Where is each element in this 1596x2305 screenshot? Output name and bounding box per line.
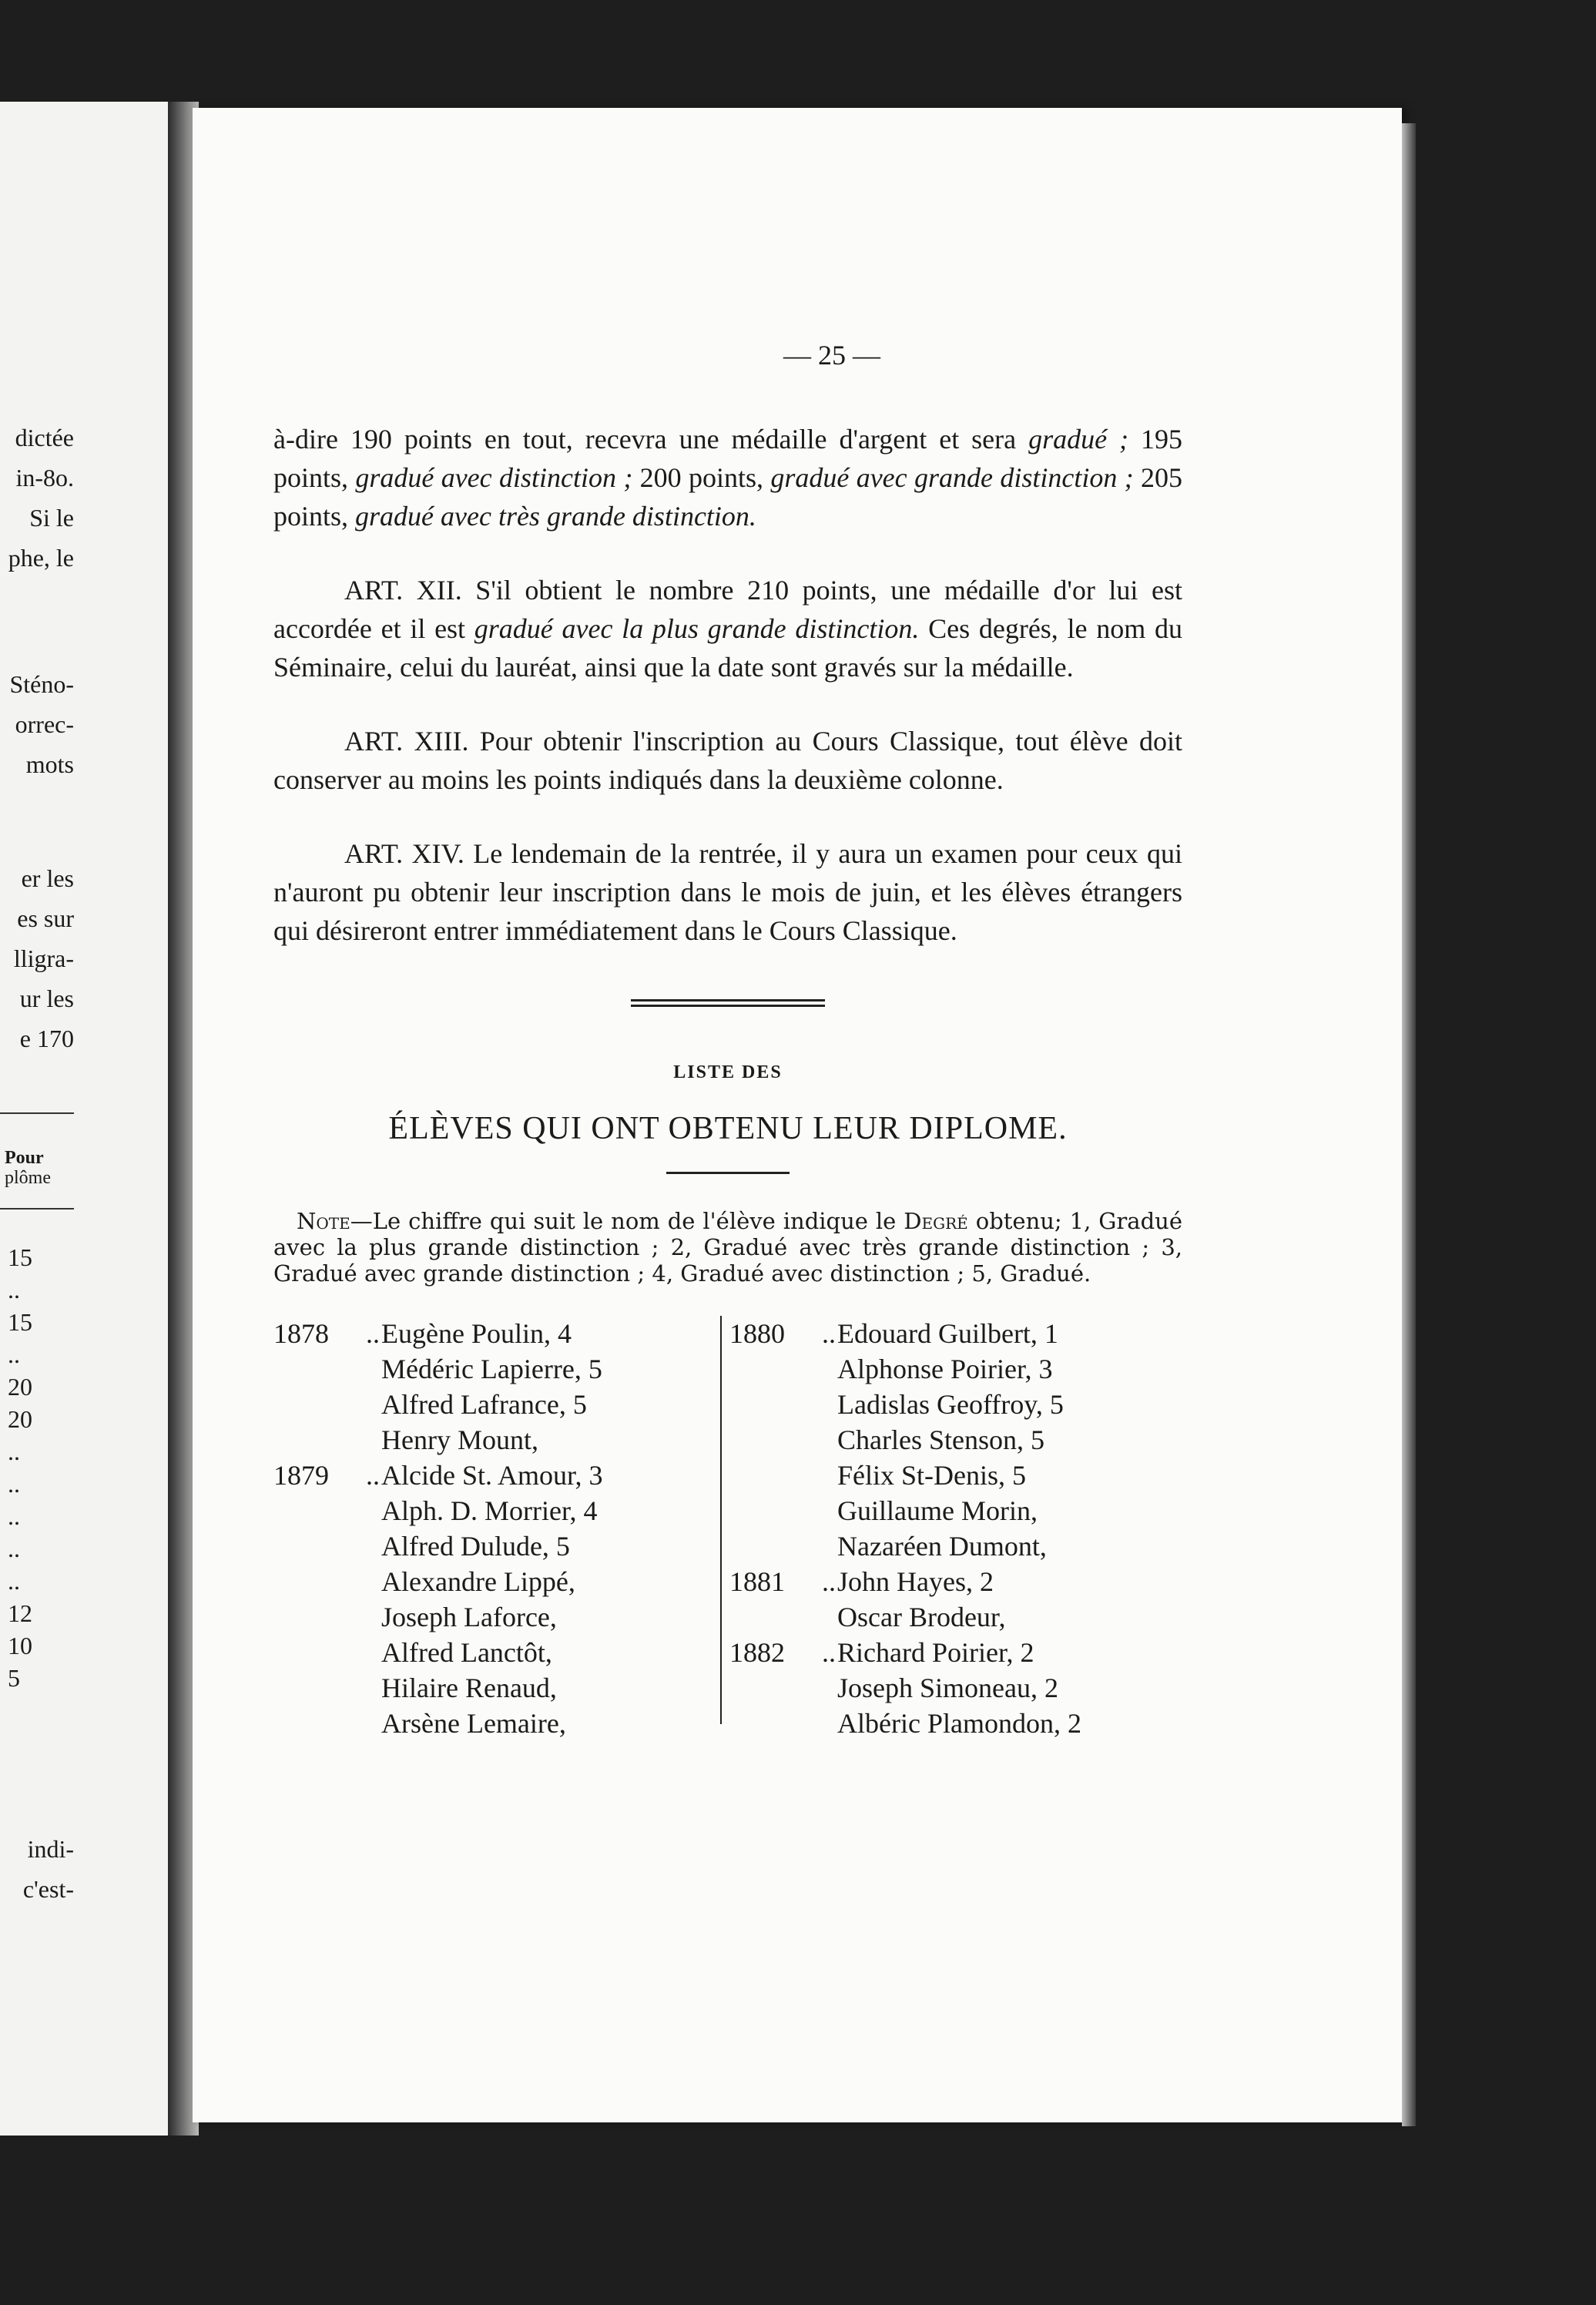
left-column-value: .. [8, 1340, 20, 1368]
graduate-entry [729, 1564, 1176, 1599]
left-column-value: 20 [8, 1405, 32, 1433]
graduate-entry [273, 1635, 705, 1670]
graduate-name: Joseph Simoneau, 2 [837, 1673, 1058, 1703]
leader-dots: .. [822, 1566, 836, 1597]
page-edge [1402, 123, 1416, 2126]
graduate-entry [273, 1458, 705, 1493]
graduate-entry [273, 1387, 705, 1422]
left-text-fragment: lligra- [13, 944, 74, 972]
left-text-fragment: er les [21, 864, 74, 892]
left-column-value: 5 [8, 1664, 20, 1692]
graduate-name: Alph. D. Morrier, 4 [381, 1495, 598, 1526]
graduate-entry [273, 1528, 705, 1564]
article-xii: ART. XII. S'il obtient le nombre 210 points, une médaille d'or lui est accordée et il est gradué avec la plus grande distinction. Ces degrés, le nom du Séminaire, celui du lauréat, ainsi que la date sont gravés sur la médaille. [273, 575, 1182, 683]
graduate-entry [729, 1635, 1176, 1670]
graduate-entry [729, 1670, 1176, 1706]
graduate-entry [273, 1493, 705, 1528]
left-text-fragment: Sténo- [9, 670, 74, 698]
left-text-fragment: phe, le [8, 544, 74, 572]
graduate-name: Alexandre Lippé, [381, 1566, 575, 1597]
leader-dots: .. [822, 1637, 836, 1668]
graduate-name: Henry Mount, [381, 1424, 538, 1455]
graduate-entry [729, 1422, 1176, 1458]
graduate-name: Guillaume Morin, [837, 1495, 1038, 1526]
section-rule [666, 1172, 790, 1174]
left-column-value: .. [8, 1502, 20, 1530]
graduate-name: Alfred Dulude, 5 [381, 1531, 570, 1562]
graduate-entry [729, 1351, 1176, 1387]
graduate-name: Médéric Lapierre, 5 [381, 1354, 602, 1384]
graduate-name: Albéric Plamondon, 2 [837, 1708, 1081, 1739]
graduate-name: John Hayes, 2 [837, 1566, 994, 1597]
left-rule [0, 1208, 74, 1210]
graduate-name: Eugène Poulin, 4 [381, 1318, 572, 1349]
graduate-name: Richard Poirier, 2 [837, 1637, 1034, 1668]
left-text-fragment: es sur [17, 904, 74, 932]
graduate-name: Alfred Lanctôt, [381, 1637, 552, 1668]
left-text-fragment: dictée [15, 424, 74, 451]
note-paragraph: Note—Le chiffre qui suit le nom de l'élève indique le Degré obtenu; 1, Gradué avec la plus grande distinction ; 2, Gradué avec très grande distinction ; 3, Gradué avec grande distinction ; 4, Gradué avec distinction ; 5, Gradué. [273, 1208, 1182, 1287]
left-column-value: .. [8, 1438, 20, 1465]
paragraph-continuation: à-dire 190 points en tout, recevra une médaille d'argent et sera gradué ; 195 points, gradué avec distinction ; 200 points, gradué avec grande distinction ; 205 points, gradué avec très grande distinction. [273, 424, 1183, 532]
leader-dots: .. [366, 1460, 380, 1491]
section-double-rule [631, 999, 825, 1007]
graduate-name: Ladislas Geoffroy, 5 [837, 1389, 1064, 1420]
left-column-value: .. [8, 1470, 20, 1498]
graduate-entry [273, 1670, 705, 1706]
graduate-list [273, 1316, 1182, 1739]
page-body [273, 420, 1183, 1739]
left-column-value: 15 [8, 1308, 32, 1336]
graduate-entry [729, 1528, 1176, 1564]
graduate-name: Joseph Laforce, [381, 1602, 557, 1632]
graduation-year: 1879 [273, 1460, 329, 1491]
graduate-entry [273, 1564, 705, 1599]
left-text-fragment: orrec- [15, 710, 74, 738]
left-column-header: Pour [5, 1148, 44, 1168]
left-text-fragment: mots [25, 750, 74, 778]
graduate-entry [273, 1706, 705, 1741]
graduate-name: Alfred Lafrance, 5 [381, 1389, 587, 1420]
graduate-entry [273, 1316, 705, 1351]
list-label: LISTE DES [673, 1062, 783, 1082]
graduate-entry [729, 1458, 1176, 1493]
graduate-entry [729, 1493, 1176, 1528]
left-text-fragment: Si le [29, 504, 74, 532]
graduate-entry [273, 1599, 705, 1635]
left-text-fragment: in-8o. [15, 464, 74, 492]
left-text-fragment: indi- [27, 1835, 74, 1863]
left-column-value: .. [8, 1535, 20, 1562]
graduate-name: Charles Stenson, 5 [837, 1424, 1044, 1455]
leader-dots: .. [822, 1318, 836, 1349]
graduate-entry [729, 1316, 1176, 1351]
left-text-fragment: c'est- [22, 1875, 74, 1903]
left-column-value: 20 [8, 1373, 32, 1401]
graduation-year: 1880 [729, 1318, 785, 1349]
left-column-value: 15 [8, 1243, 32, 1271]
graduation-year: 1881 [729, 1566, 785, 1597]
graduate-entry [273, 1351, 705, 1387]
list-title: ÉLÈVES QUI ONT OBTENU LEUR DIPLOME. [388, 1111, 1068, 1146]
left-text-fragment: e 170 [19, 1025, 74, 1052]
leader-dots: .. [366, 1318, 380, 1349]
graduation-year: 1878 [273, 1318, 329, 1349]
graduate-name: Alcide St. Amour, 3 [381, 1460, 603, 1491]
left-facing-page [0, 102, 182, 2136]
graduate-name: Alphonse Poirier, 3 [837, 1354, 1053, 1384]
left-column-value: 12 [8, 1599, 32, 1627]
document-page [193, 108, 1402, 2122]
graduate-name: Félix St-Denis, 5 [837, 1460, 1027, 1491]
left-rule [0, 1112, 74, 1114]
graduate-entry [729, 1706, 1176, 1741]
article-xiii: ART. XIII. Pour obtenir l'inscription au Cours Classique, tout élève doit conserver au moins les points indiqués dans la deuxième colonne. [273, 726, 1182, 795]
left-column-header: plôme [5, 1168, 51, 1188]
graduate-name: Nazaréen Dumont, [837, 1531, 1047, 1562]
graduate-name: Oscar Brodeur, [837, 1602, 1006, 1632]
graduate-entry [273, 1422, 705, 1458]
article-xiv: ART. XIV. Le lendemain de la rentrée, il y aura un examen pour ceux qui n'auront pu obtenir leur inscription dans le mois de juin, et les élèves étrangers qui désireront entrer immédiatement dans le Cours Classique. [273, 838, 1182, 946]
page-number: — 25 — [783, 340, 880, 371]
left-text-fragment: ur les [19, 985, 74, 1012]
left-column-value: .. [8, 1276, 20, 1303]
graduate-list-right-column [720, 1316, 1176, 1739]
graduate-name: Arsène Lemaire, [381, 1708, 566, 1739]
graduate-name: Hilaire Renaud, [381, 1673, 557, 1703]
left-column-value: .. [8, 1567, 20, 1595]
graduate-entry [729, 1387, 1176, 1422]
graduate-name: Edouard Guilbert, 1 [837, 1318, 1058, 1349]
graduate-list-left-column [273, 1316, 705, 1741]
graduation-year: 1882 [729, 1637, 785, 1668]
left-column-value: 10 [8, 1632, 32, 1659]
graduate-entry [729, 1599, 1176, 1635]
